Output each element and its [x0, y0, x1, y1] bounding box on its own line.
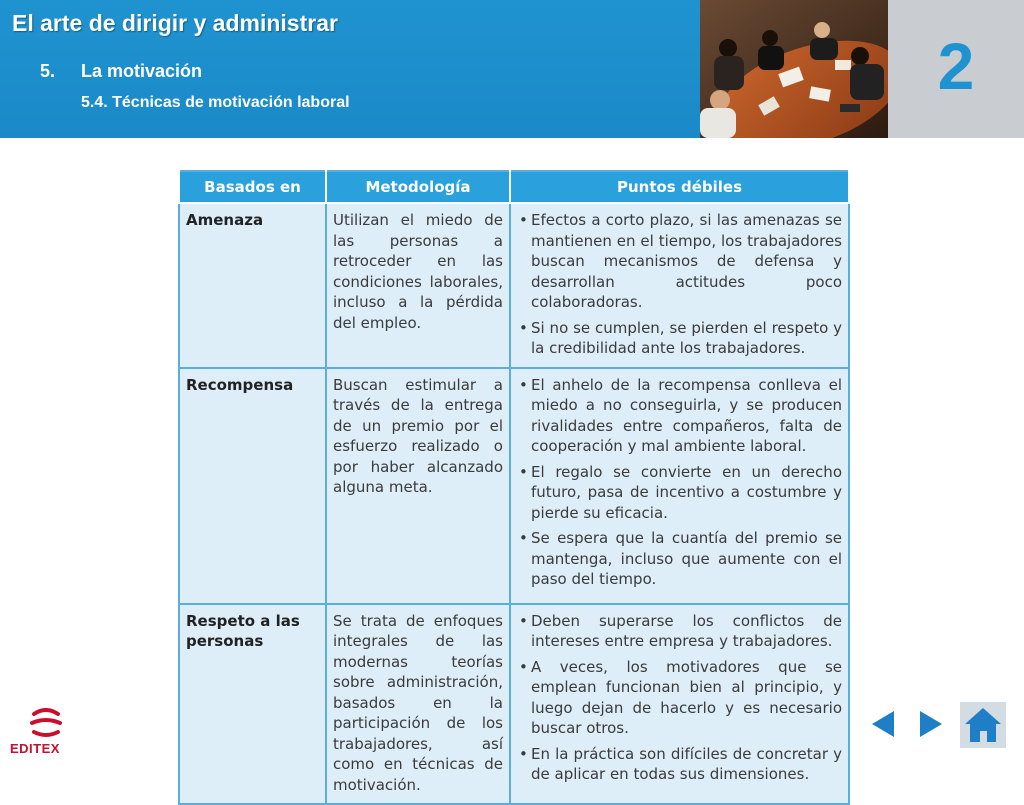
header-band — [0, 0, 700, 138]
subsection-title: 5.4. Técnicas de motivación laboral — [81, 94, 350, 111]
list-item: • Se espera que la cuantía del premio se mantenga, incluso que aumente con el paso del tiempo. — [517, 528, 842, 590]
page-title: El arte de dirigir y administrar — [12, 10, 338, 36]
meeting-photo — [700, 0, 888, 138]
list-item: • El regalo se convierte en un derecho futuro, pasa de incentivo a costumbre y pierde su eficacia. — [517, 462, 842, 524]
section-title: La motivación — [81, 61, 203, 81]
column-header-puntos-debiles: Puntos débiles — [510, 171, 849, 203]
list-item: • En la práctica son difíciles de concretar y de aplicar en todas sus dimensiones. — [517, 744, 842, 785]
prev-button[interactable] — [866, 706, 902, 742]
cell-basado: Respeto a las personas — [179, 604, 326, 805]
editex-logo — [10, 708, 80, 758]
chapter-panel — [888, 0, 1024, 138]
list-item: • El anhelo de la recompensa conlleva el miedo a no conseguirla, y se producen rivalidades entre compañeros, falta de cooperación y mal ambiente laboral. — [517, 375, 842, 457]
logo-text: EDITEX — [10, 741, 60, 756]
list-item: • Efectos a corto plazo, si las amenazas se mantienen en el tiempo, los trabajadores buscan mecanismos de defensa y desarrollan actitudes poco colaboradoras. — [517, 210, 842, 313]
arrow-left-icon — [866, 706, 902, 742]
column-header-basados: Basados en — [179, 171, 326, 203]
next-button[interactable] — [912, 706, 948, 742]
table-row — [179, 368, 849, 604]
section-number: 5. — [40, 61, 56, 81]
meeting-photo-illustration — [700, 0, 888, 138]
cell-puntos-debiles — [510, 203, 849, 368]
cell-puntos-debiles — [510, 368, 849, 604]
chapter-number: 2 — [937, 29, 975, 103]
list-item: • Deben superarse los conflictos de intereses entre empresa y trabajadores. — [517, 611, 842, 652]
arrow-right-icon — [912, 706, 948, 742]
cell-basado: Amenaza — [179, 203, 326, 368]
cell-puntos-debiles — [510, 604, 849, 805]
table-header-row — [179, 171, 849, 203]
cell-metodologia: Buscan estimular a través de la entrega de un premio por el esfuerzo realizado o por haber alcanzado alguna meta. — [326, 368, 510, 604]
editex-logo-mark — [28, 708, 64, 738]
cell-metodologia: Se trata de enfoques integrales de las modernas teorías sobre administración, basados en la participación de los trabajadores, así como en técnicas de motivación. — [326, 604, 510, 805]
table-row — [179, 203, 849, 368]
list-item: • A veces, los motivadores que se emplean funcionan bien al principio, y luego dejan de hacerlo y es necesario buscar otros. — [517, 657, 842, 739]
techniques-table — [178, 170, 850, 805]
home-icon — [960, 702, 1006, 748]
cell-basado: Recompensa — [179, 368, 326, 604]
cell-metodologia: Utilizan el miedo de las personas a retroceder en las condiciones laborales, incluso a la pérdida del empleo. — [326, 203, 510, 368]
list-item: • Si no se cumplen, se pierden el respeto y la credibilidad ante los trabajadores. — [517, 318, 842, 359]
home-button[interactable] — [960, 702, 1006, 748]
column-header-metodologia: Metodología — [326, 171, 510, 203]
table-row — [179, 604, 849, 805]
